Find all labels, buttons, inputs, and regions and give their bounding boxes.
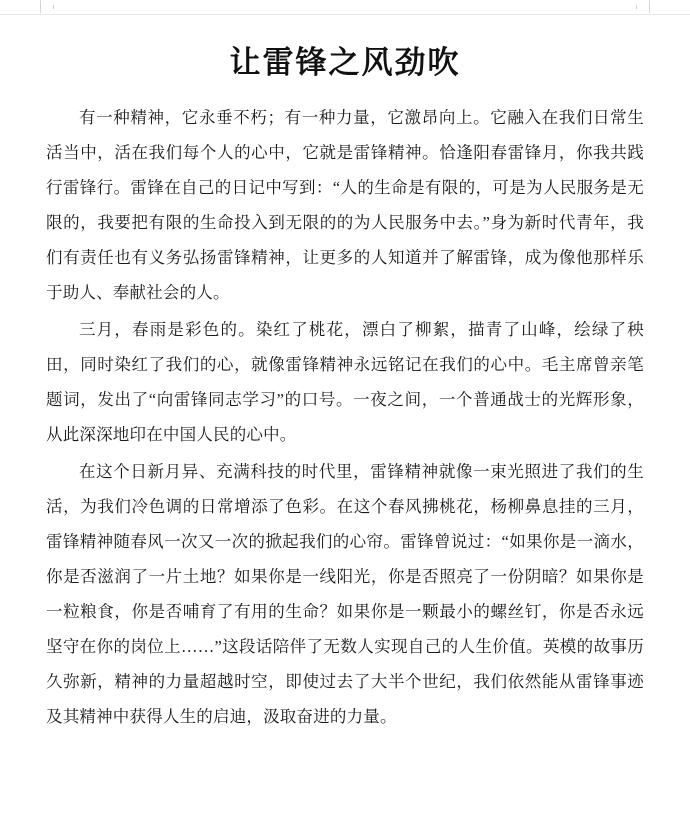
- document-title: 让雷锋之风劲吹: [229, 45, 461, 80]
- page-ruler[interactable]: [0, 0, 690, 15]
- paragraph: 有一种精神，它永垂不朽；有一种力量，它激昂向上。它融入在我们日常生活当中，活在我们每个人的心中，它就是雷锋精神。恰逢阳春雷锋月，你我共践行雷锋行。雷锋在自己的日记中写到：“人的生命是有限的，可是为人民服务是无限的，我要把有限的生命投入到无限的的为人民服务中去。”身为新时代青年，我们有责任也有义务弘扬雷锋精神，让更多的人知道并了解雷锋，成为像他那样乐于助人、奉献社会的人。: [46, 108, 644, 303]
- ruler-segment-right: [636, 5, 650, 9]
- paragraph: 在这个日新月异、充满科技的时代里，雷锋精神就像一束光照进了我们的生活，为我们冷色调的日常增添了色彩。在这个春风拂桃花，杨柳鼻息挂的三月，雷锋精神随春风一次又一次的掀起我们的心帘。雷锋曾说过：“如果你是一滴水，你是否滋润了一片土地？如果你是一线阳光，你是否照亮了一份阴暗？如果你是一粒粮食，你是否哺育了有用的生命？如果你是一颗最小的螺丝钉，你是否永远坚守在你的岗位上……”这段话陪伴了无数人实现自己的人生价值。英模的故事历久弥新，精神的力量超越时空，即使过去了大半个世纪，我们依然能从雷锋事迹及其精神中获得人生的启迪，汲取奋进的力量。: [46, 461, 644, 726]
- document-body: [0, 15, 690, 735]
- paragraph: 三月，春雨是彩色的。染红了桃花，漂白了柳絮，描青了山峰，绘绿了秧田，同时染红了我们的心，就像雷锋精神永远铭记在我们的心中。毛主席曾亲笔题词，发出了“向雷锋同志学习”的口号。一夜之间，一个普通战士的光辉形象，从此深深地印在中国人民的心中。: [46, 320, 644, 445]
- ruler-segment-left: [40, 5, 54, 9]
